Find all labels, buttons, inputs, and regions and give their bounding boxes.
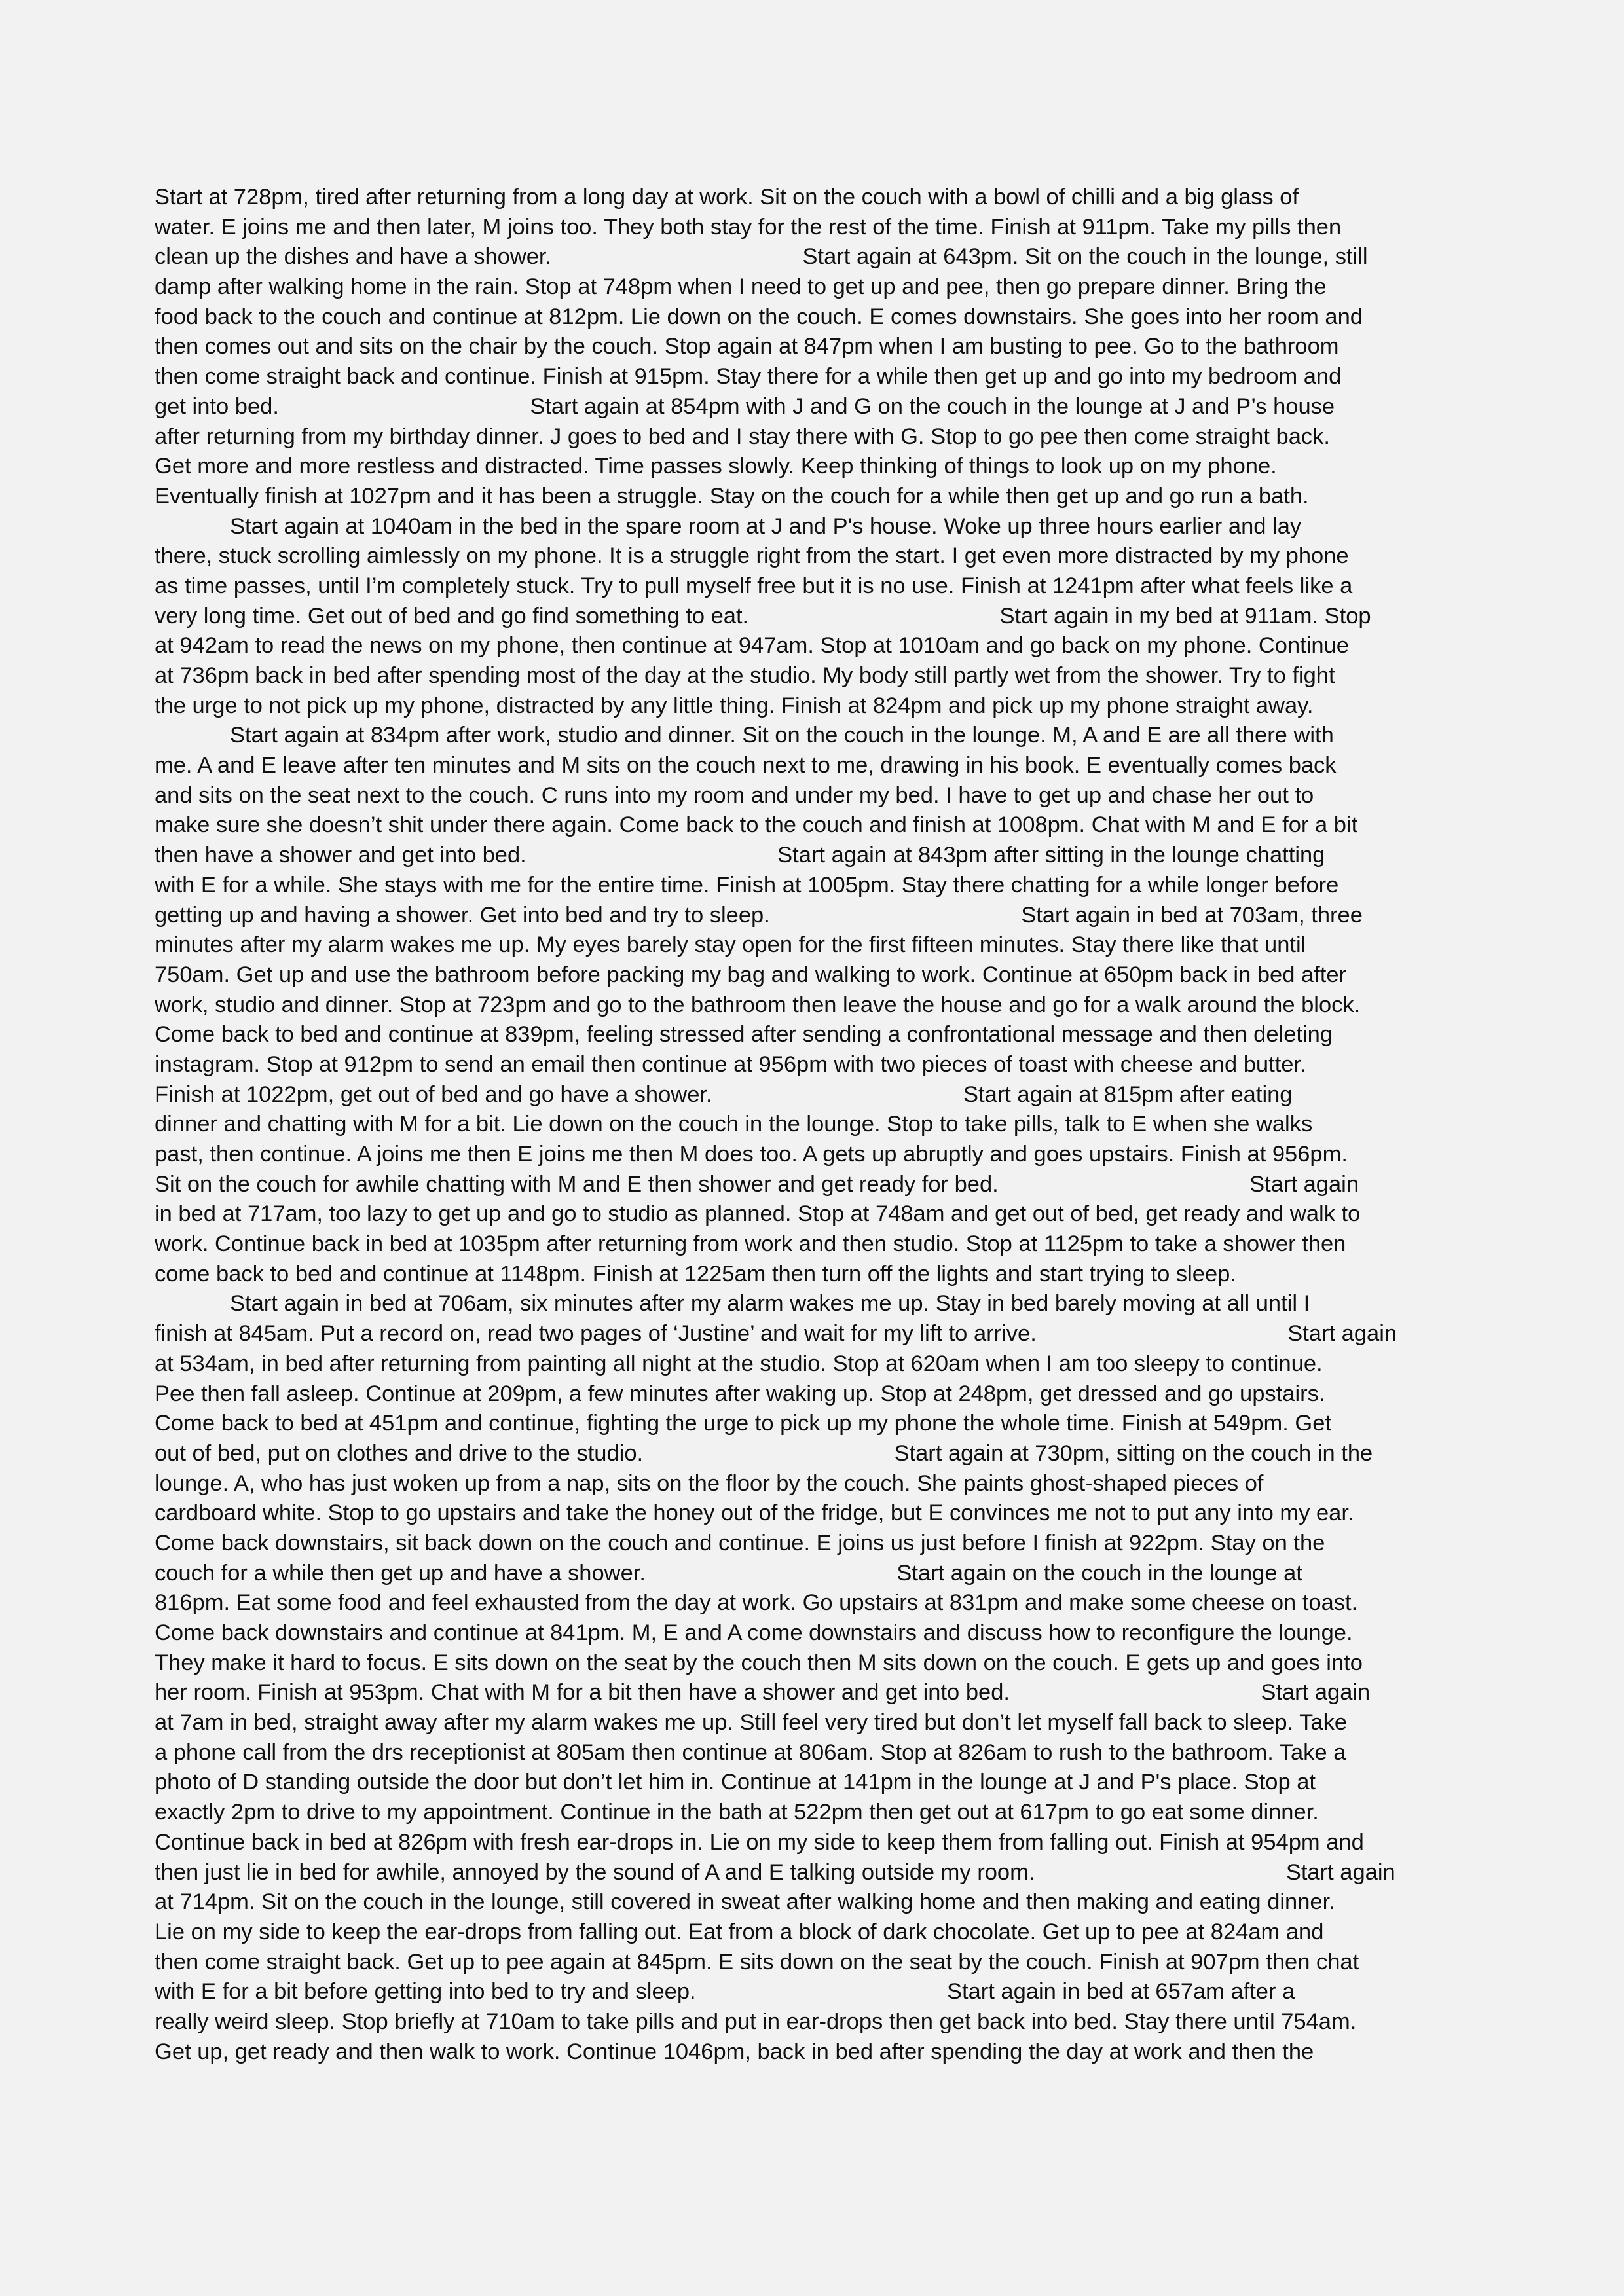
text-line-content: a phone call from the drs receptionist at 805am then continue at 806am. Stop at 826am to rush to the bathroom. Take a xyxy=(155,1740,1346,1765)
text-line xyxy=(155,242,1471,272)
text-line xyxy=(155,1887,1471,1918)
text-line xyxy=(155,1469,1471,1499)
text-line-content: at 942am to read the news on my phone, then continue at 947am. Stop at 1010am and go back on my phone. Continue xyxy=(155,633,1349,659)
text-line-content: really weird sleep. Stop briefly at 710am to take pills and put in ear-drops then get back into bed. Stay there until 754am. xyxy=(155,2009,1357,2034)
text-line-content: minutes after my alarm wakes me up. My eyes barely stay open for the first fifteen minutes. Stay there like that until xyxy=(155,932,1306,958)
text-line xyxy=(155,1768,1471,1798)
text-line-content: come back to bed and continue at 1148pm. Finish at 1225am then turn off the lights and start trying to sleep. xyxy=(155,1261,1236,1286)
text-line xyxy=(155,841,1471,871)
text-line-content: Start at 728pm, tired after returning from a long day at work. Sit on the couch with a bowl of chilli and a big glass of xyxy=(155,185,1299,210)
text-line xyxy=(155,1948,1471,1978)
text-line-content: get into bed. Start again at 854pm with J and G on the couch in the lounge at J and P’s house xyxy=(155,393,1335,419)
text-line-content: lounge. A, who has just woken up from a nap, sits on the floor by the couch. She paints ghost-shaped pieces of xyxy=(155,1470,1264,1496)
text-line xyxy=(155,1289,1471,1319)
text-line-content: Come back to bed and continue at 839pm, feeling stressed after sending a confrontational message and then deleting xyxy=(155,1022,1333,1048)
text-line-content: Sit on the couch for awhile chatting with M and E then shower and get ready for bed. Start again xyxy=(155,1171,1359,1197)
text-line xyxy=(155,721,1471,751)
text-line xyxy=(155,1798,1471,1828)
text-line-content: 816pm. Eat some food and feel exhausted from the day at work. Go upstairs at 831pm and make some cheese on toast. xyxy=(155,1590,1358,1616)
text-line xyxy=(155,1020,1471,1050)
text-line-content: Start again at 1040am in the bed in the spare room at J and P's house. Woke up three hours earlier and lay xyxy=(155,513,1302,539)
text-line-content: at 7am in bed, straight away after my alarm wakes me up. Still feel very tired but don’t let myself fall back to sleep. Take xyxy=(155,1710,1348,1736)
text-line xyxy=(155,1529,1471,1559)
text-line xyxy=(155,572,1471,602)
text-line xyxy=(155,332,1471,362)
text-line xyxy=(155,1918,1471,1948)
text-line-content: at 714pm. Sit on the couch in the lounge, still covered in sweat after walking home and then making and eating dinner. xyxy=(155,1889,1335,1915)
text-line-content: instagram. Stop at 912pm to send an email then continue at 956pm with two pieces of toast with cheese and butter. xyxy=(155,1051,1306,1077)
text-line xyxy=(155,512,1471,542)
text-line xyxy=(155,1588,1471,1618)
text-line-content: Lie on my side to keep the ear-drops from falling out. Eat from a block of dark chocolate. Get up to pee at 824am and xyxy=(155,1919,1324,1944)
text-line-content: Continue back in bed at 826pm with fresh ear-drops in. Lie on my side to keep them from falling out. Finish at 954pm and xyxy=(155,1829,1364,1855)
text-line xyxy=(155,422,1471,452)
text-line-content: getting up and having a shower. Get into bed and try to sleep. Start again in bed at 703am, three xyxy=(155,902,1363,928)
text-line xyxy=(155,1080,1471,1110)
text-line xyxy=(155,392,1471,422)
text-line-content: in bed at 717am, too lazy to get up and go to studio as planned. Stop at 748am and get out of bed, get ready and walk to xyxy=(155,1201,1361,1227)
text-line-content: Finish at 1022pm, get out of bed and go have a shower. Start again at 815pm after eating xyxy=(155,1082,1293,1107)
text-line xyxy=(155,1678,1471,1708)
text-line xyxy=(155,661,1471,691)
text-line-content: food back to the couch and continue at 812pm. Lie down on the couch. E comes downstairs. She goes into her room and xyxy=(155,304,1363,329)
text-line xyxy=(155,1140,1471,1170)
text-line-content: Come back to bed at 451pm and continue, fighting the urge to pick up my phone the whole time. Finish at 549pm. Get xyxy=(155,1411,1331,1436)
text-line xyxy=(155,482,1471,512)
text-line xyxy=(155,1977,1471,2007)
text-line-content: past, then continue. A joins me then E joins me then M does too. A gets up abruptly and goes upstairs. Finish at 956pm. xyxy=(155,1142,1348,1167)
text-line xyxy=(155,213,1471,243)
text-line xyxy=(155,1349,1471,1379)
text-line xyxy=(155,691,1471,721)
text-line-content: at 736pm back in bed after spending most of the day at the studio. My body still partly wet from the shower. Try to fight xyxy=(155,663,1335,688)
text-line-content: Start again at 834pm after work, studio and dinner. Sit on the couch in the lounge. M, A and E are all there with xyxy=(155,723,1334,748)
text-line-content: out of bed, put on clothes and drive to the studio. Start again at 730pm, sitting on the couch in the xyxy=(155,1440,1373,1466)
text-line-content: very long time. Get out of bed and go find something to eat. Start again in my bed at 911am. Stop xyxy=(155,603,1371,629)
text-line xyxy=(155,1050,1471,1080)
text-line-content: Get more and more restless and distracted. Time passes slowly. Keep thinking of things to look up on my phone. xyxy=(155,454,1277,479)
text-line-content: 750am. Get up and use the bathroom before packing my bag and walking to work. Continue at 650pm back in bed after xyxy=(155,962,1347,987)
text-line-content: the urge to not pick up my phone, distracted by any little thing. Finish at 824pm and pick up my phone straight away. xyxy=(155,693,1314,718)
text-line xyxy=(155,991,1471,1021)
body-text xyxy=(155,183,1471,2067)
text-line xyxy=(155,1379,1471,1410)
text-line-content: then come straight back and continue. Finish at 915pm. Stay there for a while then get up and go into my bedroom and xyxy=(155,364,1342,390)
text-line-content: as time passes, until I’m completely stuck. Try to pull myself free but it is no use. Finish at 1241pm after what feels like a xyxy=(155,573,1353,598)
text-line-content: at 534am, in bed after returning from painting all night at the studio. Stop at 620am when I am too sleepy to continue. xyxy=(155,1351,1323,1376)
text-line-content: Start again in bed at 706am, six minutes after my alarm wakes me up. Stay in bed barely moving at all until I xyxy=(155,1291,1310,1317)
text-line xyxy=(155,901,1471,931)
text-line-content: then comes out and sits on the chair by the couch. Stop again at 847pm when I am busting to pee. Go to the bathroom xyxy=(155,334,1339,359)
text-line xyxy=(155,1319,1471,1349)
text-line xyxy=(155,1110,1471,1140)
text-line-content: her room. Finish at 953pm. Chat with M for a bit then have a shower and get into bed. Start again xyxy=(155,1680,1371,1705)
text-line-content: clean up the dishes and have a shower. Start again at 643pm. Sit on the couch in the lounge, still xyxy=(155,244,1368,270)
text-line-content: They make it hard to focus. E sits down on the seat by the couch then M sits down on the couch. E gets up and goes into xyxy=(155,1650,1363,1675)
text-line xyxy=(155,1260,1471,1290)
text-line-content: exactly 2pm to drive to my appointment. Continue in the bath at 522pm then get out at 617pm to go eat some dinner. xyxy=(155,1800,1319,1825)
text-line xyxy=(155,302,1471,333)
text-line-content: Pee then fall asleep. Continue at 209pm, a few minutes after waking up. Stop at 248pm, get dressed and go upstairs. xyxy=(155,1381,1325,1406)
text-line xyxy=(155,631,1471,661)
text-line-content: cardboard white. Stop to go upstairs and take the honey out of the fridge, but E convinces me not to put any into my ear. xyxy=(155,1501,1354,1526)
text-line-content: Get up, get ready and then walk to work. Continue 1046pm, back in bed after spending the day at work and then the xyxy=(155,2039,1314,2064)
text-line-content: photo of D standing outside the door but don’t let him in. Continue at 141pm in the lounge at J and P's place. Stop at xyxy=(155,1770,1316,1795)
text-line xyxy=(155,2007,1471,2037)
text-line xyxy=(155,1708,1471,1738)
text-line xyxy=(155,960,1471,991)
text-line xyxy=(155,811,1471,841)
text-line-content: water. E joins me and then later, M joins too. They both stay for the rest of the time. Finish at 911pm. Take my pills then xyxy=(155,214,1342,240)
text-line xyxy=(155,930,1471,960)
text-line-content: Eventually finish at 1027pm and it has been a struggle. Stay on the couch for a while then get up and go run a bath. xyxy=(155,483,1309,509)
text-line-content: then have a shower and get into bed. Start again at 843pm after sitting in the lounge chatting xyxy=(155,843,1325,868)
text-line-content: and sits on the seat next to the couch. C runs into my room and under my bed. I have to get up and chase her out to xyxy=(155,782,1314,808)
text-line-content: after returning from my birthday dinner. J goes to bed and I stay there with G. Stop to go pee then come straight back. xyxy=(155,424,1330,449)
text-line xyxy=(155,1439,1471,1469)
text-line xyxy=(155,362,1471,392)
text-line-content: with E for a while. She stays with me for the entire time. Finish at 1005pm. Stay there chatting for a while longer before xyxy=(155,872,1339,898)
text-line xyxy=(155,1858,1471,1888)
text-line xyxy=(155,751,1471,781)
text-line xyxy=(155,1559,1471,1589)
text-line xyxy=(155,602,1471,632)
text-line xyxy=(155,1230,1471,1260)
text-line xyxy=(155,1199,1471,1230)
text-line xyxy=(155,1828,1471,1858)
text-line xyxy=(155,272,1471,302)
text-line xyxy=(155,1409,1471,1439)
text-line-content: Come back downstairs and continue at 841pm. M, E and A come downstairs and discuss how to reconfigure the lounge. xyxy=(155,1620,1353,1645)
text-line xyxy=(155,1618,1471,1649)
text-line xyxy=(155,183,1471,213)
text-line-content: then come straight back. Get up to pee again at 845pm. E sits down on the seat by the couch. Finish at 907pm then chat xyxy=(155,1949,1359,1975)
text-line xyxy=(155,871,1471,901)
text-line xyxy=(155,452,1471,482)
text-line-content: with E for a bit before getting into bed to try and sleep. Start again in bed at 657am after a xyxy=(155,1979,1295,2005)
text-line-content: then just lie in bed for awhile, annoyed by the sound of A and E talking outside my room. Start again xyxy=(155,1859,1395,1885)
text-line xyxy=(155,2037,1471,2068)
text-line xyxy=(155,1738,1471,1768)
text-line-content: make sure she doesn’t shit under there again. Come back to the couch and finish at 1008pm. Chat with M and E for a bit xyxy=(155,812,1358,838)
text-line-content: dinner and chatting with M for a bit. Lie down on the couch in the lounge. Stop to take pills, talk to E when she walks xyxy=(155,1112,1313,1137)
text-line-content: me. A and E leave after ten minutes and M sits on the couch next to me, drawing in his book. E eventually comes back xyxy=(155,753,1337,778)
text-line xyxy=(155,781,1471,811)
text-line-content: finish at 845am. Put a record on, read two pages of ‘Justine’ and wait for my lift to arrive. Start again xyxy=(155,1321,1397,1347)
text-line-content: damp after walking home in the rain. Stop at 748pm when I need to get up and pee, then go prepare dinner. Bring the xyxy=(155,274,1327,300)
text-line-content: couch for a while then get up and have a shower. Start again on the couch in the lounge at xyxy=(155,1560,1302,1586)
text-line-content: there, stuck scrolling aimlessly on my phone. It is a struggle right from the start. I get even more distracted by my phone xyxy=(155,543,1349,569)
text-line-content: Come back downstairs, sit back down on the couch and continue. E joins us just before I finish at 922pm. Stay on the xyxy=(155,1530,1325,1556)
text-line xyxy=(155,1649,1471,1679)
text-line xyxy=(155,1499,1471,1529)
text-line xyxy=(155,541,1471,572)
text-line xyxy=(155,1170,1471,1200)
text-line-content: work. Continue back in bed at 1035pm after returning from work and then studio. Stop at 1125pm to take a shower then xyxy=(155,1231,1346,1257)
text-line-content: work, studio and dinner. Stop at 723pm and go to the bathroom then leave the house and go for a walk around the block. xyxy=(155,992,1361,1017)
